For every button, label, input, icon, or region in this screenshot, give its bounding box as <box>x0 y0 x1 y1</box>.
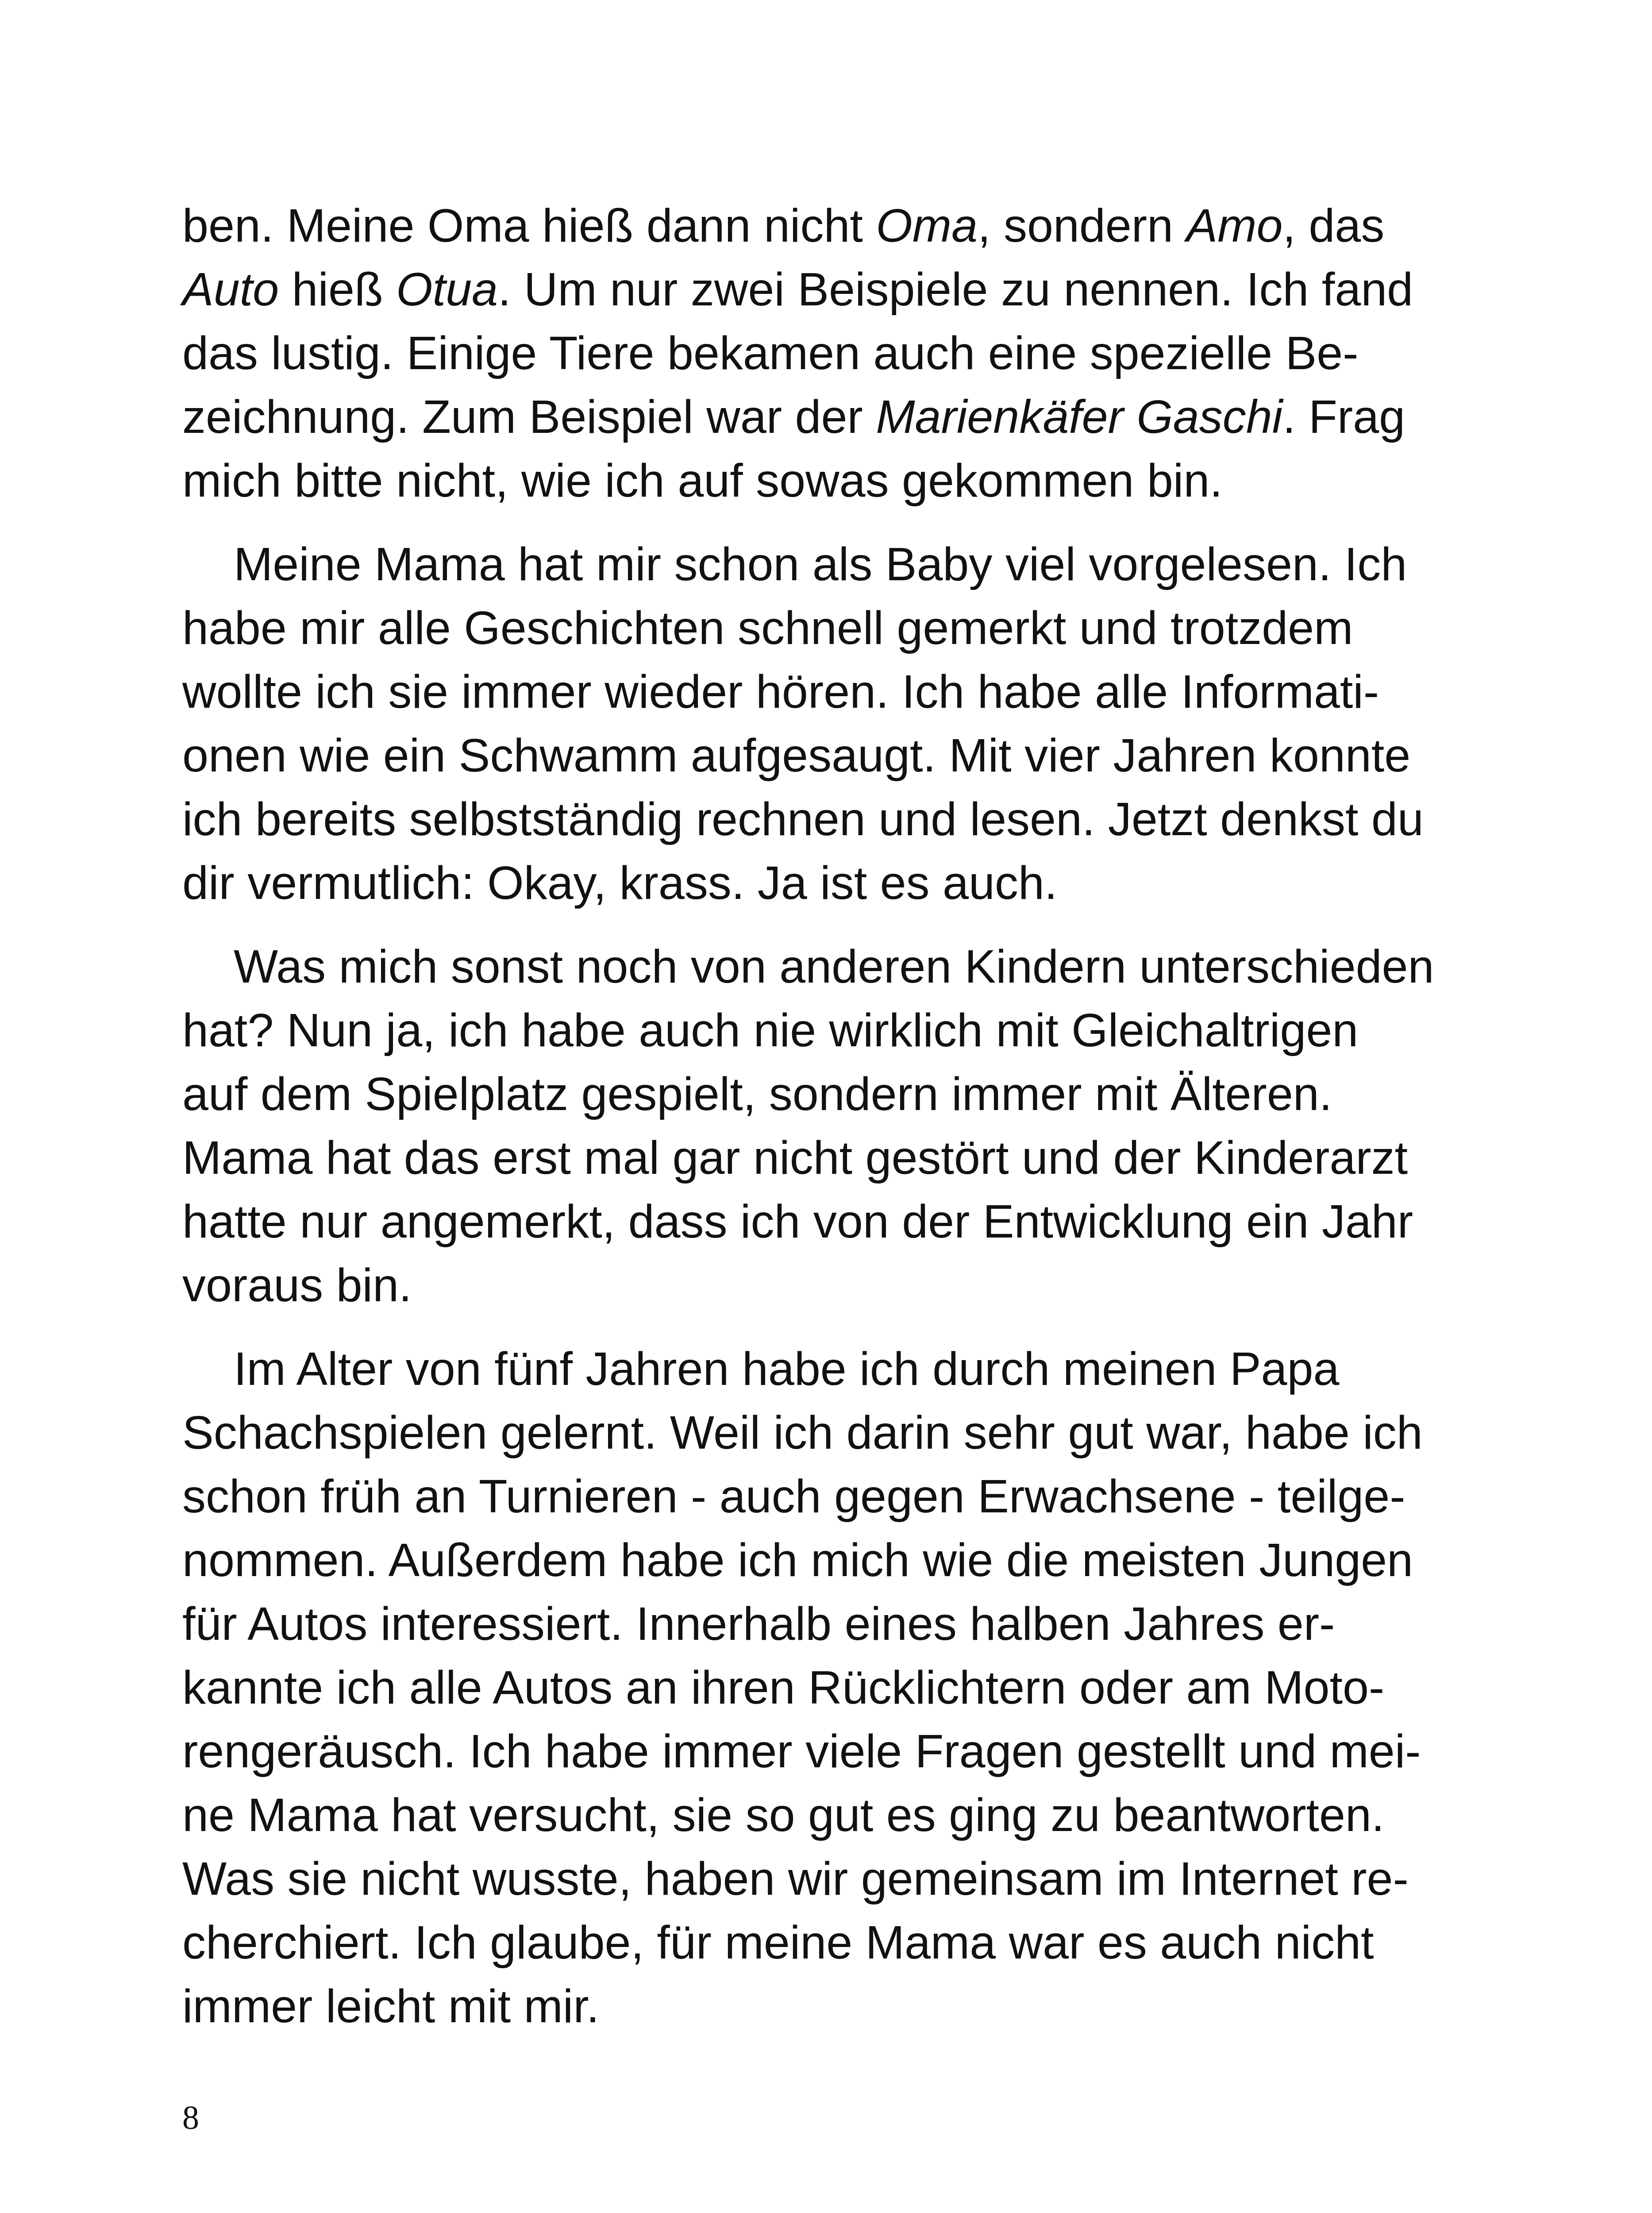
text-run: wollte ich sie immer wieder hören. Ich habe alle Informati- <box>182 666 1379 718</box>
text-line <box>182 1126 1466 1190</box>
text-run: dir vermutlich: Okay, krass. Ja ist es auch. <box>182 857 1058 909</box>
text-line <box>182 787 1466 851</box>
text-line <box>182 449 1466 513</box>
paragraph <box>182 1337 1466 2038</box>
text-run: ne Mama hat versucht, sie so gut es ging zu beantworten. <box>182 1789 1385 1841</box>
text-run: Meine Mama hat mir schon als Baby viel vorgelesen. Ich <box>234 538 1407 590</box>
text-run: voraus bin. <box>182 1259 412 1311</box>
text-line <box>182 596 1466 660</box>
page-number: 8 <box>182 2099 199 2136</box>
text-run: Was mich sonst noch von anderen Kindern unterschieden <box>234 941 1434 993</box>
text-line <box>182 1847 1466 1911</box>
text-run: ben. Meine Oma hieß dann nicht <box>182 200 876 252</box>
text-line <box>182 1401 1466 1465</box>
text-run: , das <box>1282 200 1385 252</box>
text-line <box>182 935 1466 999</box>
text-run: Im Alter von fünf Jahren habe ich durch meinen Papa <box>234 1343 1340 1395</box>
text-line <box>182 1465 1466 1528</box>
text-line <box>182 851 1466 915</box>
text-run: auf dem Spielplatz gespielt, sondern immer mit Älteren. <box>182 1068 1332 1120</box>
text-line <box>182 1911 1466 1974</box>
text-run: Was sie nicht wusste, haben wir gemeinsam im Internet re- <box>182 1853 1409 1905</box>
text-line <box>182 1337 1466 1401</box>
body-text <box>182 194 1466 2038</box>
text-line <box>182 724 1466 787</box>
text-run: hieß <box>279 263 397 316</box>
text-run: zeichnung. Zum Beispiel war der <box>182 391 876 443</box>
text-run: nommen. Außerdem habe ich mich wie die meisten Jungen <box>182 1534 1413 1586</box>
text-line <box>182 1974 1466 2038</box>
text-run: ich bereits selbstständig rechnen und lesen. Jetzt denkst du <box>182 793 1424 845</box>
text-run: onen wie ein Schwamm aufgesaugt. Mit vier Jahren konnte <box>182 729 1411 782</box>
paragraph <box>182 532 1466 915</box>
italic-text-run: Otua <box>396 263 498 316</box>
italic-text-run: Oma <box>876 200 978 252</box>
text-line <box>182 1656 1466 1720</box>
text-run: mich bitte nicht, wie ich auf sowas gekommen bin. <box>182 455 1223 507</box>
text-line <box>182 258 1466 321</box>
paragraph <box>182 194 1466 513</box>
text-run: immer leicht mit mir. <box>182 1980 600 2032</box>
text-line <box>182 999 1466 1062</box>
paragraph <box>182 935 1466 1317</box>
text-run: Mama hat das erst mal gar nicht gestört und der Kinderarzt <box>182 1132 1408 1184</box>
text-line <box>182 1783 1466 1847</box>
italic-text-run: Amo <box>1186 200 1283 252</box>
text-run: , sondern <box>978 200 1186 252</box>
text-run: hatte nur angemerkt, dass ich von der Entwicklung ein Jahr <box>182 1195 1413 1248</box>
italic-text-run: Auto <box>182 263 279 316</box>
text-run: cherchiert. Ich glaube, für meine Mama war es auch nicht <box>182 1916 1374 1969</box>
text-run: . Frag <box>1282 391 1406 443</box>
text-line <box>182 1720 1466 1783</box>
text-run: das lustig. Einige Tiere bekamen auch eine spezielle Be- <box>182 327 1359 379</box>
text-line <box>182 532 1466 596</box>
text-line <box>182 1253 1466 1317</box>
text-line <box>182 1190 1466 1253</box>
text-run: hat? Nun ja, ich habe auch nie wirklich mit Gleichaltrigen <box>182 1004 1359 1056</box>
text-line <box>182 194 1466 258</box>
text-run: kannte ich alle Autos an ihren Rücklichtern oder am Moto- <box>182 1662 1385 1714</box>
text-line <box>182 1592 1466 1656</box>
text-run: Schachspielen gelernt. Weil ich darin sehr gut war, habe ich <box>182 1407 1423 1459</box>
text-line <box>182 660 1466 724</box>
text-run: schon früh an Turnieren - auch gegen Erwachsene - teilge- <box>182 1470 1406 1523</box>
text-run: . Um nur zwei Beispiele zu nennen. Ich fand <box>497 263 1413 316</box>
text-line <box>182 1528 1466 1592</box>
italic-text-run: Marienkäfer Gaschi <box>876 391 1283 443</box>
text-run: rengeräusch. Ich habe immer viele Fragen gestellt und mei- <box>182 1725 1421 1777</box>
text-line <box>182 1062 1466 1126</box>
text-line <box>182 321 1466 385</box>
text-run: für Autos interessiert. Innerhalb eines halben Jahres er- <box>182 1598 1335 1650</box>
text-line <box>182 385 1466 449</box>
text-run: habe mir alle Geschichten schnell gemerkt und trotzdem <box>182 602 1353 654</box>
